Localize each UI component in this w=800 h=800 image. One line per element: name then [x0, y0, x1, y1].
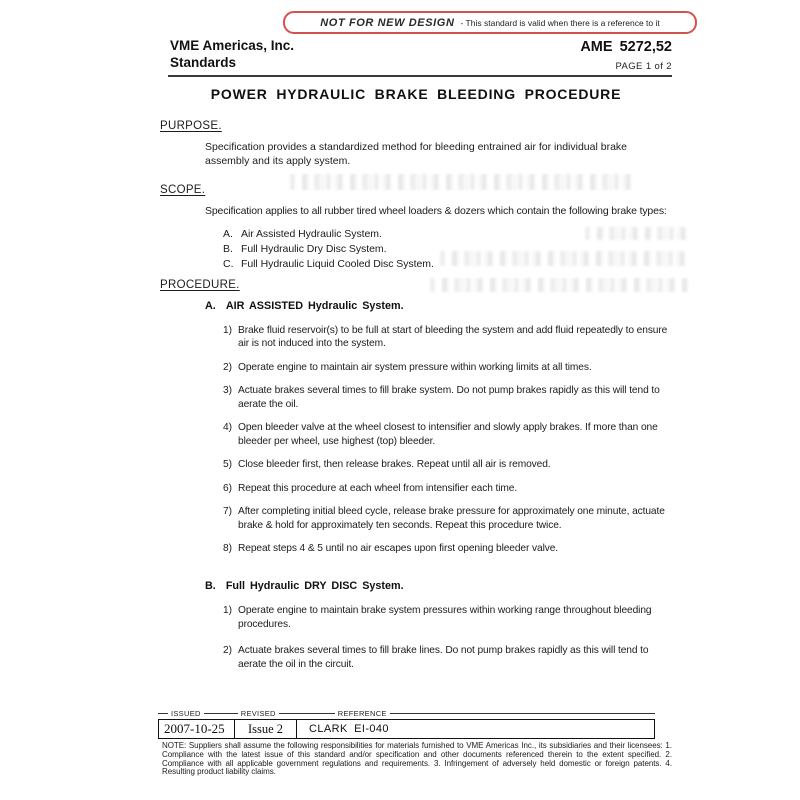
list-item-label: B.	[223, 243, 233, 255]
subsection-title: AIR ASSISTED Hydraulic System.	[225, 300, 404, 312]
step-number: 7)	[223, 506, 233, 517]
banner-subtitle: - This standard is valid when there is a reference to it	[460, 17, 660, 28]
procedure-step	[223, 644, 672, 671]
header-left	[170, 37, 294, 71]
procedure-step	[223, 542, 672, 556]
department-name: Standards	[170, 55, 237, 70]
procedure-heading-text: PROCEDURE.	[160, 279, 240, 291]
procedure-step	[223, 361, 672, 375]
procedure-step	[223, 421, 672, 448]
step-number: 1)	[223, 605, 233, 616]
step-text: Repeat steps 4 & 5 until no air escapes upon first opening bleeder valve.	[238, 543, 559, 554]
revised-label: REVISED	[240, 709, 276, 718]
procedure-step	[223, 482, 672, 496]
subsection-title: Full Hydraulic DRY DISC System.	[225, 579, 404, 592]
subsection-label: A.	[205, 300, 216, 312]
not-for-new-design-banner	[283, 11, 697, 34]
subsection-a-heading	[205, 300, 672, 314]
step-number: 6)	[223, 482, 233, 494]
supplier-note: NOTE: Suppliers shall assume the following responsibilities for materials furnished to VME Americas Inc., its subsidiaries and their licensees: 1. Compliance with the latest issue of this standard and/or specification and other documents referenced therein to the extent specified. 2. Compliance with all applicable government regulations and requirements. 3. Infringement of adversely held domestic or foreign patents. 4. Resulting product liability claims.	[162, 741, 672, 777]
banner-title: NOT FOR NEW DESIGN	[320, 16, 455, 29]
footer-field-table	[158, 719, 655, 739]
step-number: 2)	[223, 361, 233, 373]
header-right	[580, 39, 672, 72]
subsection-label: B.	[205, 579, 216, 592]
step-number: 2)	[223, 645, 233, 656]
procedure-step	[223, 458, 672, 472]
company-name: VME Americas, Inc.	[170, 38, 295, 53]
header-divider	[168, 75, 672, 77]
scan-bleedthrough-artifact	[290, 174, 638, 190]
list-item-text: Full Hydraulic Dry Disc System.	[241, 243, 387, 255]
procedure-step	[223, 604, 672, 631]
list-item-text: Full Hydraulic Liquid Cooled Disc System.	[241, 258, 434, 270]
scope-paragraph: Specification applies to all rubber tired wheel loaders & dozers which contain the following brake types:	[205, 205, 667, 217]
step-text: Repeat this procedure at each wheel from intensifier each time.	[238, 482, 518, 494]
document-number: AME 5272,52	[580, 39, 672, 55]
rule-segment	[158, 713, 168, 714]
list-item-label: C.	[223, 258, 234, 270]
procedure-step	[223, 384, 672, 411]
purpose-paragraph: Specification provides a standardized method for bleeding entrained air for individual brake assembly and its apply system.	[205, 141, 628, 167]
step-text: Operate engine to maintain brake system pressures within working range throughout bleeding procedures.	[238, 605, 652, 630]
reference-label: REFERENCE	[337, 709, 387, 718]
step-number: 3)	[223, 385, 233, 396]
step-text: Open bleeder valve at the wheel closest to intensifier and slowly apply brakes. If more than one bleeder per wheel, use highest (top) bleeder.	[238, 422, 658, 447]
scan-bleedthrough-artifact	[585, 227, 689, 240]
step-number: 4)	[223, 422, 233, 433]
step-text: Actuate brakes several times to fill brake lines. Do not pump brakes rapidly as this will tend to aerate the oil in the circuit.	[238, 645, 649, 670]
rule-segment	[204, 713, 238, 714]
purpose-heading	[160, 120, 672, 132]
scope-heading-text: SCOPE.	[160, 184, 206, 196]
rule-segment	[279, 713, 335, 714]
revised-value: Issue 2	[235, 720, 297, 738]
list-item-label: A.	[223, 228, 233, 240]
subsection-b-heading	[205, 580, 672, 594]
step-text: After completing initial bleed cycle, release brake pressure for approximately one minute, actuate brake & hold for approximately ten seconds. Repeat this procedure twice.	[238, 506, 665, 531]
step-text: Operate engine to maintain air system pressure within working limits at all times.	[238, 361, 592, 373]
issued-value: 2007-10-25	[159, 720, 235, 738]
document-title: POWER HYDRAULIC BRAKE BLEEDING PROCEDURE	[210, 86, 622, 102]
list-item-text: Air Assisted Hydraulic System.	[241, 228, 382, 240]
step-text: Close bleeder first, then release brakes. Repeat until all air is removed.	[238, 459, 551, 470]
scan-bleedthrough-artifact	[430, 278, 688, 292]
scan-bleedthrough-artifact	[440, 251, 688, 266]
issued-label: ISSUED	[171, 709, 201, 718]
footer-field-labels	[158, 708, 655, 719]
subsection-b-steps	[160, 604, 672, 671]
step-text: Brake fluid reservoir(s) to be full at start of bleeding the system and add fluid repeatedly to ensure air is not induced into the system.	[238, 324, 668, 349]
document-body	[160, 120, 672, 671]
procedure-step	[223, 324, 672, 351]
step-text: Actuate brakes several times to fill brake system. Do not pump brakes rapidly as this will tend to aerate the oil.	[238, 385, 660, 410]
step-number: 5)	[223, 459, 233, 470]
page-indicator: PAGE 1 of 2	[615, 61, 672, 72]
reference-value: CLARK EI-040	[309, 723, 389, 735]
step-number: 1)	[223, 324, 233, 336]
step-number: 8)	[223, 543, 233, 554]
rule-segment	[390, 713, 655, 714]
procedure-step	[223, 505, 672, 532]
subsection-a-steps	[160, 324, 672, 556]
purpose-heading-text: PURPOSE.	[160, 120, 222, 132]
